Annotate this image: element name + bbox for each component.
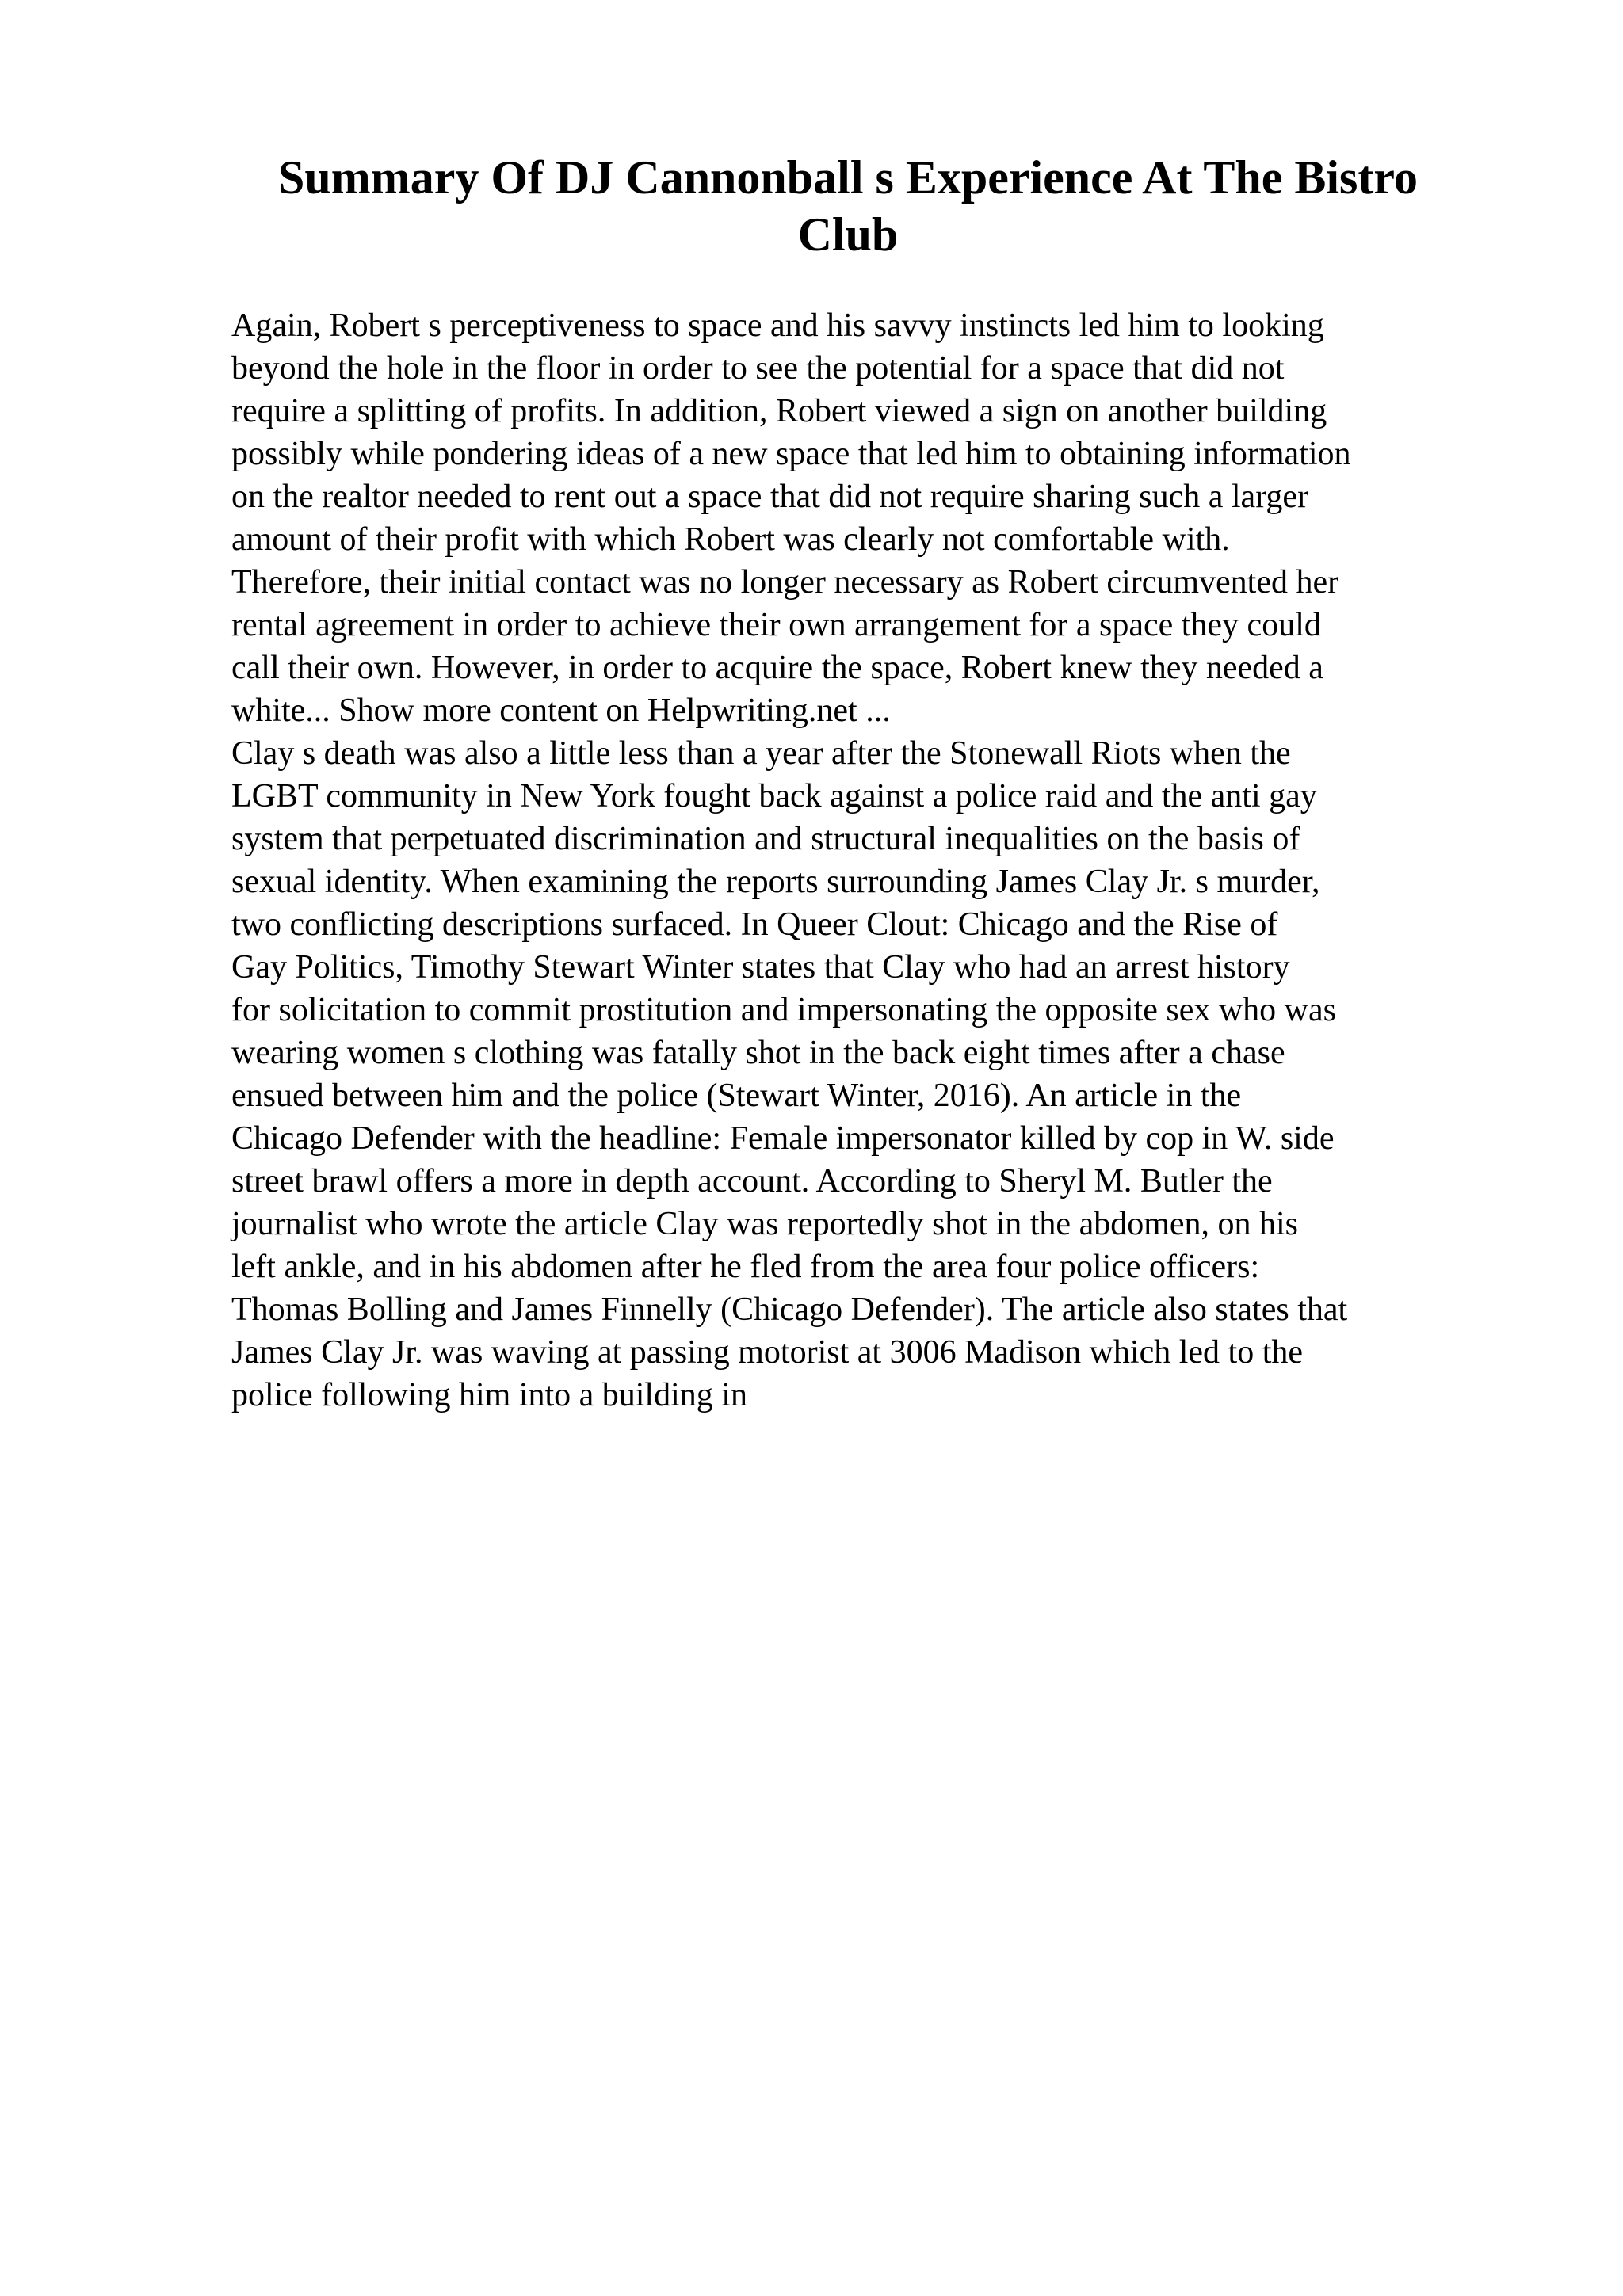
text-line: Gay Politics, Timothy Stewart Winter states that Clay who had an arrest history [231, 949, 1290, 986]
text-line: system that perpetuated discrimination and structural inequalities on the basis of [231, 821, 1300, 857]
text-line: possibly while pondering ideas of a new space that led him to obtaining information [231, 436, 1351, 472]
text-line: on the realtor needed to rent out a space that did not require sharing such a larger [231, 479, 1309, 515]
document-title: Summary Of DJ Cannonball s Experience At The Bistro Club [278, 151, 1418, 261]
text-line: Therefore, their initial contact was no longer necessary as Robert circumvented her [231, 564, 1339, 601]
text-line: wearing women s clothing was fatally shot in the back eight times after a chase [231, 1035, 1285, 1071]
text-line: sexual identity. When examining the reports surrounding James Clay Jr. s murder, [231, 864, 1320, 900]
text-line: street brawl offers a more in depth account. According to Sheryl M. Butler the [231, 1163, 1273, 1199]
text-line: ensued between him and the police (Stewart Winter, 2016). An article in the [231, 1077, 1242, 1114]
text-line: left ankle, and in his abdomen after he fled from the area four police officers: [231, 1249, 1260, 1285]
text-line: require a splitting of profits. In addition, Robert viewed a sign on another building [231, 393, 1327, 429]
text-line: James Clay Jr. was waving at passing motorist at 3006 Madison which led to the [231, 1334, 1303, 1371]
text-line: rental agreement in order to achieve their own arrangement for a space they could [231, 607, 1321, 643]
text-line: journalist who wrote the article Clay was reportedly shot in the abdomen, on his [231, 1206, 1299, 1242]
text-line: white... Show more content on Helpwriting.net ... [231, 692, 891, 729]
document-body [231, 304, 1499, 1417]
text-line: call their own. However, in order to acquire the space, Robert knew they needed a [231, 650, 1323, 686]
text-line: Chicago Defender with the headline: Female impersonator killed by cop in W. side [231, 1120, 1335, 1157]
text-line: Again, Robert s perceptiveness to space and his savvy instincts led him to looking [231, 307, 1324, 344]
text-line: two conflicting descriptions surfaced. In Queer Clout: Chicago and the Rise of [231, 906, 1278, 943]
text-line: police following him into a building in [231, 1377, 747, 1413]
text-line: beyond the hole in the floor in order to see the potential for a space that did not [231, 350, 1285, 387]
text-line: Clay s death was also a little less than a year after the Stonewall Riots when the [231, 735, 1291, 772]
text-line: for solicitation to commit prostitution and impersonating the opposite sex who was [231, 992, 1336, 1028]
text-line: amount of their profit with which Robert was clearly not comfortable with. [231, 521, 1230, 558]
paragraph-2 [231, 732, 1499, 1417]
text-line: Thomas Bolling and James Finnelly (Chicago Defender). The article also states that [231, 1291, 1348, 1328]
paragraph-1 [231, 304, 1499, 732]
text-line: LGBT community in New York fought back against a police raid and the anti gay [231, 778, 1317, 814]
